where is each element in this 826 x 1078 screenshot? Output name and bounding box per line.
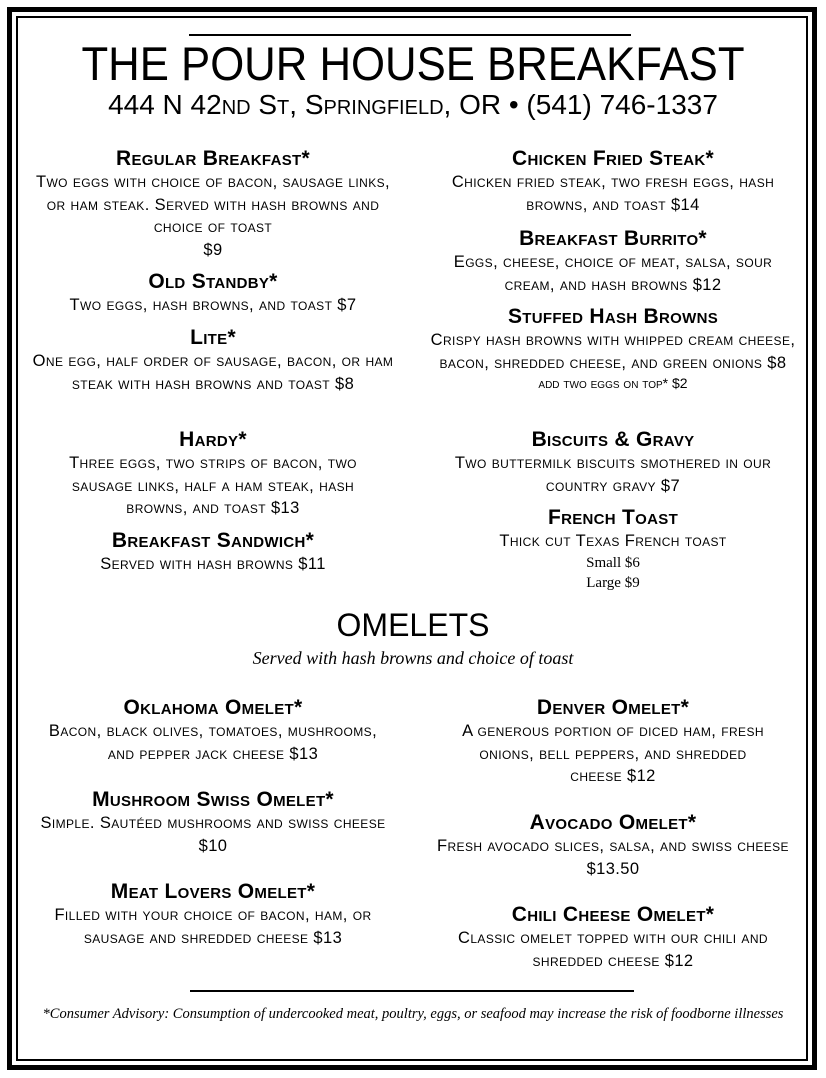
item-price: $9 bbox=[203, 240, 223, 259]
item-description: Three eggs, two strips of bacon, two sausage links, half a ham steak, hash browns, and toast $13 bbox=[69, 454, 357, 517]
item-name: Hardy* bbox=[179, 428, 247, 451]
item-description: One egg, half order of sausage, bacon, or ham steak with hash browns and toast $8 bbox=[32, 352, 394, 393]
item-description: Two buttermilk biscuits smothered in our country gravy $7 bbox=[454, 454, 772, 495]
bottom-divider bbox=[190, 990, 634, 992]
item-name: Denver Omelet* bbox=[536, 696, 690, 719]
omelets-left-column bbox=[30, 0, 396, 1078]
item-description: Chicken fried steak, two fresh eggs, hash browns, and toast $14 bbox=[451, 173, 775, 214]
item-description: Two eggs with choice of bacon, sausage links, or ham steak. Served with hash browns and choice of toast bbox=[35, 173, 391, 236]
item-name: Chicken Fried Steak* bbox=[511, 147, 714, 170]
menu-item-avocado-omelet bbox=[430, 810, 796, 880]
item-name: Oklahoma Omelet* bbox=[123, 696, 303, 719]
item-name: Avocado Omelet* bbox=[529, 811, 697, 834]
item-description: Classic omelet topped with our chili and shredded cheese $12 bbox=[458, 929, 768, 970]
menu-item-mushroom-swiss-omelet bbox=[30, 787, 396, 857]
menu-item-denver-omelet bbox=[430, 695, 796, 788]
omelets-right-column bbox=[430, 0, 796, 1078]
item-description: Served with hash browns $11 bbox=[100, 555, 326, 573]
menu-item-meat-lovers-omelet bbox=[30, 879, 396, 949]
item-description: A generous portion of diced ham, fresh onions, bell peppers, and shredded cheese $12 bbox=[462, 722, 764, 785]
omelets-heading: OMELETS bbox=[336, 607, 490, 643]
item-description: Two eggs, hash browns, and toast $7 bbox=[69, 296, 357, 314]
item-name: Lite* bbox=[190, 326, 236, 349]
omelets-subtitle: Served with hash browns and choice of toast bbox=[252, 648, 574, 668]
item-addon: add two eggs on top* $2 bbox=[538, 375, 688, 391]
item-description: Bacon, black olives, tomatoes, mushrooms, and pepper jack cheese $13 bbox=[48, 722, 378, 763]
item-name: Meat Lovers Omelet* bbox=[110, 880, 316, 903]
item-description: Simple. Sautéed mushrooms and swiss cheese $10 bbox=[40, 814, 386, 855]
item-description: Crispy hash browns with whipped cream cheese, bacon, shredded cheese, and green onions $8 bbox=[430, 331, 796, 372]
consumer-advisory: *Consumer Advisory: Consumption of undercooked meat, poultry, eggs, or seafood may increase the risk of foodborne illnesses bbox=[42, 1006, 784, 1022]
item-name: French Toast bbox=[547, 506, 679, 529]
item-description: Fresh avocado slices, salsa, and swiss cheese $13.50 bbox=[437, 837, 789, 878]
size-large-price: Large $9 bbox=[586, 574, 640, 591]
menu-item-oklahoma-omelet bbox=[30, 695, 396, 765]
item-name: Regular Breakfast* bbox=[116, 147, 310, 170]
item-name: Chili Cheese Omelet* bbox=[511, 903, 715, 926]
item-description: Eggs, cheese, choice of meat, salsa, sour cream, and hash browns $12 bbox=[453, 253, 773, 294]
item-name: Mushroom Swiss Omelet* bbox=[92, 788, 334, 811]
item-name: Old Standby* bbox=[148, 270, 278, 293]
address-phone: 444 N 42nd St, Springfield, OR • (541) 746-1337 bbox=[108, 89, 718, 120]
menu-title: THE POUR HOUSE BREAKFAST bbox=[81, 37, 745, 90]
item-name: Biscuits & Gravy bbox=[531, 428, 695, 451]
item-description: Thick cut Texas French toast bbox=[499, 532, 727, 550]
size-small-price: Small $6 bbox=[586, 554, 640, 571]
item-name: Breakfast Burrito* bbox=[519, 227, 707, 250]
item-name: Breakfast Sandwich* bbox=[111, 529, 315, 552]
item-name: Stuffed Hash Browns bbox=[507, 305, 719, 328]
item-description: Filled with your choice of bacon, ham, or sausage and shredded cheese $13 bbox=[54, 906, 372, 947]
menu-item-chili-cheese-omelet bbox=[430, 902, 796, 972]
